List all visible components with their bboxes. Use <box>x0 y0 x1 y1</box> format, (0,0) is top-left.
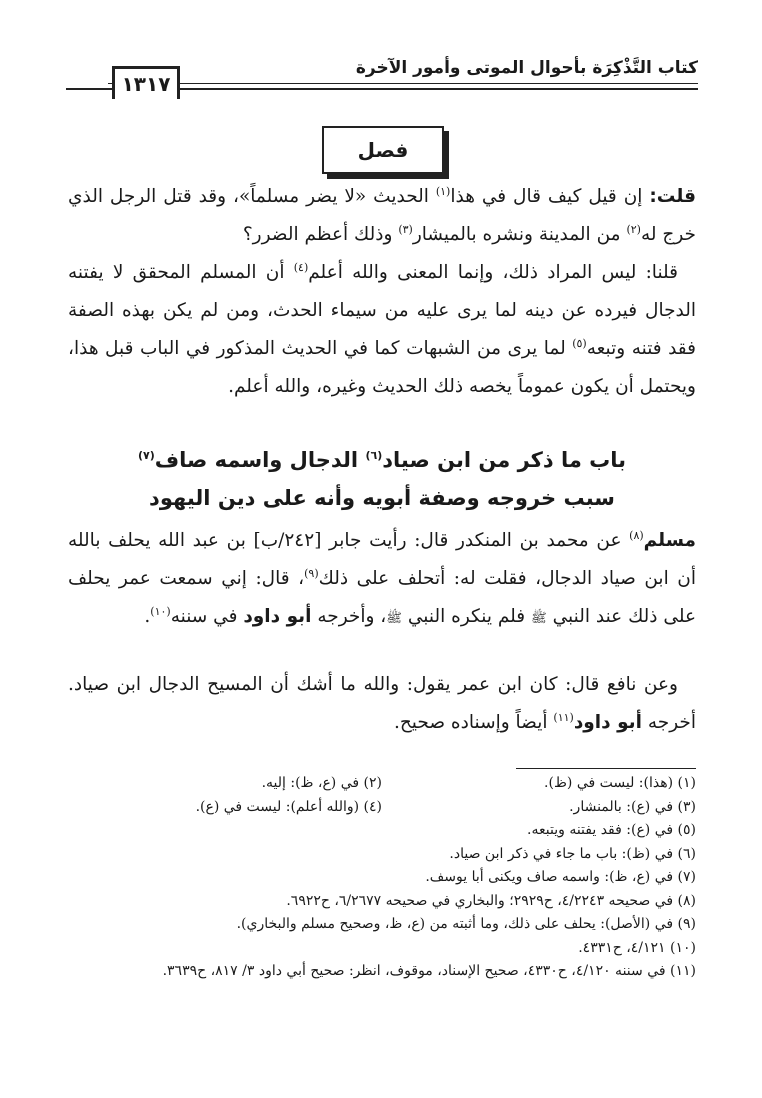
footnote-number: (١٠) <box>670 939 696 956</box>
footnote-ref: (١٠) <box>150 604 171 618</box>
source-name: أبو داود <box>243 606 312 627</box>
footnote-text: في (ع): فقد يفتنه ويتبعه. <box>527 822 674 838</box>
footnote-ref: (١) <box>435 184 451 198</box>
footnote <box>68 796 382 820</box>
text: قلنا: ليس المراد ذلك، وإنما المعنى والله أعلم <box>308 262 678 283</box>
footnote-ref: (٦) <box>365 449 383 462</box>
footnote-number: (٧) <box>677 869 696 885</box>
footnote-number: (٩) <box>677 916 696 932</box>
text: إن قيل كيف قال في هذا <box>450 186 650 207</box>
footnote <box>68 960 696 984</box>
footnote-text: (والله أعلم): ليست في (ع). <box>195 798 360 815</box>
footnote <box>382 796 696 820</box>
footnote-ref: (٧) <box>137 449 155 462</box>
salawat-glyph: ﷺ <box>531 611 547 626</box>
section-title: فصل <box>322 126 444 174</box>
footnote-number: (٦) <box>677 845 696 862</box>
footnote-ref: (١١) <box>553 710 574 724</box>
header-rule-left <box>66 88 112 90</box>
footnote-number: (١١) <box>670 963 696 979</box>
running-title: كتاب التَّذْكِرَة بأحوال الموتى وأمور الآخرة <box>355 58 698 78</box>
paragraph-lead: مسلم <box>643 530 697 551</box>
footnote-text: في (ظ): باب ما جاء في ذكر ابن صياد. <box>449 845 674 862</box>
footnote-ref: (٩) <box>304 566 319 580</box>
chapter-title-line-1 <box>68 448 696 472</box>
footnote-text: (هذا): ليست في (ظ). <box>544 775 674 791</box>
footnote-ref: (٨) <box>629 528 644 542</box>
footnote-text: في (ع): بالمنشار. <box>569 798 674 815</box>
footnote-separator <box>516 768 696 769</box>
footnote-text: في (ع، ظ): إليه. <box>261 775 360 791</box>
paragraph-lead: قلت: <box>649 186 696 207</box>
footnote-text: في صحيحه ٤/٢٢٤٣، ح٢٩٢٩؛ والبخاري في صحيحه ٦/٢٦٧٧، ح٦٩٢٢. <box>286 892 674 909</box>
footnote <box>68 937 696 961</box>
footnote <box>68 772 382 796</box>
footnote-number: (٥) <box>677 822 696 838</box>
text: الدجال واسمه صاف <box>154 448 366 472</box>
footnote <box>68 890 696 914</box>
footnote-number: (٤) <box>363 798 382 815</box>
page-number: ١٣١٧ <box>112 66 180 99</box>
footnote-ref: (٤) <box>293 260 309 274</box>
source-name: أبو داود <box>573 712 642 733</box>
text: عن محمد بن المنكدر قال: رأيت جابر [٢٤٢/ب] بن عبد الله يحلف بالله أن ابن صياد الدجال، فقلت له: أتحلف على ذلك <box>68 530 696 589</box>
footnote <box>68 866 696 890</box>
footnote-ref: (٢) <box>626 222 641 236</box>
text: لما يرى من الشبهات كما في الحديث المذكور في الباب قبل هذا، ويحتمل أن يكون عموماً يخصه ذلك الحديث وغيره، والله أعلم. <box>68 338 696 397</box>
text: وذلك أعظم الضرر؟ <box>242 224 399 245</box>
salawat-glyph: ﷺ <box>386 611 402 626</box>
paragraph-1 <box>68 178 696 254</box>
chapter-title-line-2: سبب خروجه وصفة أبويه وأنه على دين اليهود <box>149 486 615 510</box>
footnote-row <box>68 772 696 796</box>
text: من المدينة ونشره بالميشار <box>412 224 627 245</box>
text: في سننه <box>170 606 244 627</box>
paragraph-3 <box>68 522 696 638</box>
text: أيضاً وإسناده صحيح. <box>393 712 554 733</box>
footnote-number: (٨) <box>677 892 696 909</box>
footnote-row <box>68 796 696 820</box>
text: أن المسلم المحقق لا يفتنه الدجال فيرده عن دينه لما يرى عليه من سيماء الحدث، ومن لم يكن بهذه الصفة فقد فتنه وتبعه <box>68 262 697 359</box>
footnote-text: في (ع، ظ): واسمه صاف ويكنى أبا يوسف. <box>425 869 674 885</box>
paragraph-2 <box>68 254 696 406</box>
paragraph-4 <box>68 666 696 742</box>
footnote-number: (٣) <box>677 798 696 815</box>
footnote-ref: (٥) <box>572 336 587 350</box>
text: فلم ينكره النبي <box>402 606 532 627</box>
header-rule <box>108 83 698 84</box>
text: وعن نافع قال: كان ابن عمر يقول: والله ما أشك أن المسيح الدجال ابن صياد. أخرجه <box>68 674 696 733</box>
footnote <box>382 772 696 796</box>
footnote <box>68 819 696 843</box>
text: ، وأخرجه <box>311 606 387 627</box>
footnotes <box>68 772 696 984</box>
footnote-text: في سننه ٤/١٢٠، ح٤٣٣٠، صحيح الإسناد، موقوف، انظر: صحيح أبي داود ٣/ ٨١٧، ح٣٦٣٩. <box>162 963 666 979</box>
footnote <box>68 913 696 937</box>
text: باب ما ذكر من ابن صياد <box>382 448 627 472</box>
footnote-number: (١) <box>677 775 696 791</box>
footnote-text: ٤/١٢١، ح٤٣٣١. <box>578 939 666 956</box>
footnote <box>68 843 696 867</box>
footnote-number: (٢) <box>363 775 382 791</box>
text: الحديث «لا يضر مسلماً»، وقد قتل الرجل الذي خرج له <box>68 186 696 245</box>
footnote-ref: (٣) <box>398 222 413 236</box>
text: ، قال: إني سمعت عمر يحلف على ذلك عند النبي <box>68 568 696 627</box>
footnote-text: في (الأصل): يحلف على ذلك، وما أثبته من (ع، ظ، وصحيح مسلم والبخاري). <box>236 916 674 932</box>
header-rule-thick <box>108 88 698 90</box>
text: . <box>144 606 151 627</box>
